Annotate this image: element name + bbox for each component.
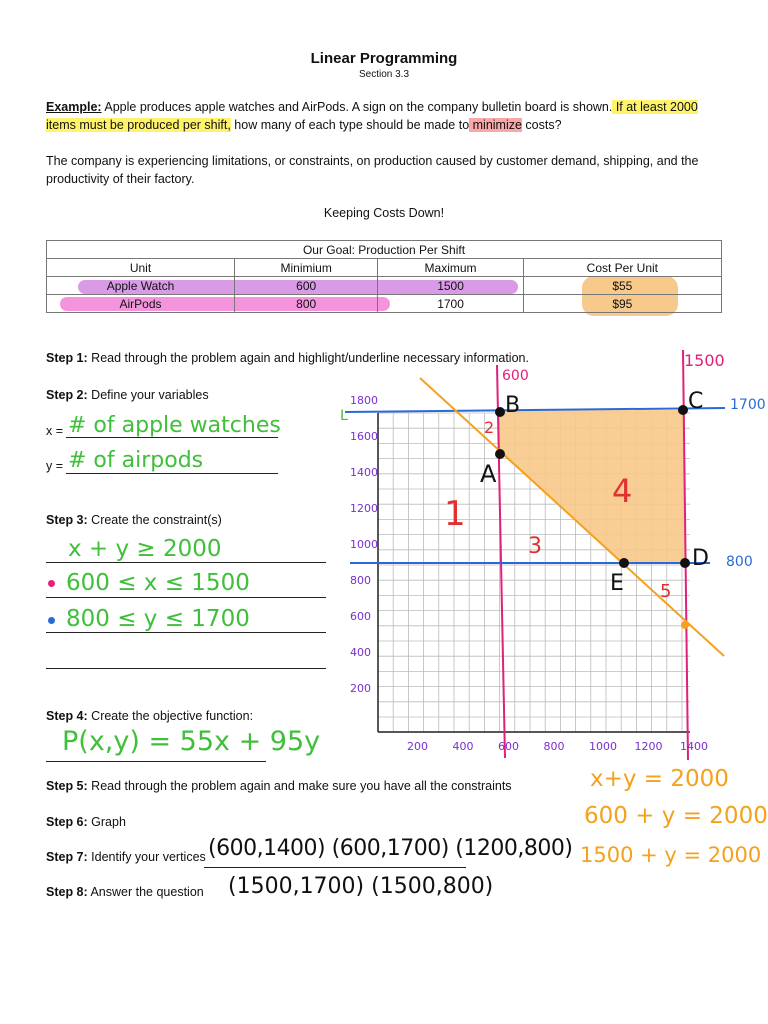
vertices-list-1: (600,1400) (600,1700) (1200,800)	[208, 836, 573, 861]
vertices-list-2: (1500,1700) (1500,800)	[228, 874, 494, 899]
x-tick-label: 800	[543, 740, 565, 753]
table-header: Minimium	[234, 259, 377, 277]
intersection-point	[681, 621, 689, 629]
example-highlight-2: minimize	[469, 118, 522, 132]
x-tick-label: 1400	[680, 740, 708, 753]
step-1: Step 1: Read through the problem again and highlight/underline necessary information.	[46, 351, 529, 365]
vertex-label-a: A	[480, 460, 497, 488]
vertex-label-d: D	[692, 546, 709, 571]
section-label: Section 3.3	[358, 69, 410, 80]
region-label-4: 4	[612, 472, 633, 510]
region-label-3: 3	[528, 534, 542, 559]
x-variable-label: x =	[46, 424, 64, 438]
table-header: Unit	[47, 259, 235, 277]
constraint-2: 600 ≤ x ≤ 1500	[66, 570, 250, 596]
label-1500: 1500	[684, 351, 725, 370]
step-5: Step 5: Read through the problem again and make sure you have all the constraints	[46, 779, 512, 793]
example-text-2: how many of each type should be made to	[230, 118, 470, 132]
y-tick-label: 600	[350, 610, 371, 623]
label-600: 600	[502, 368, 529, 384]
vertex-label-e: E	[610, 571, 624, 596]
equation-3: 1500 + y = 2000	[580, 843, 762, 867]
step-2: Step 2: Define your variables	[46, 388, 209, 402]
table-cell: 1500	[378, 277, 523, 295]
table-header: Maximum	[378, 259, 523, 277]
objective-function: P(x,y) = 55x + 95y	[62, 726, 321, 757]
page-title: Linear Programming	[310, 50, 458, 67]
example-text-3: costs?	[521, 118, 562, 132]
step-8: Step 8: Answer the question	[46, 885, 204, 899]
constraint-1: x + y ≥ 2000	[68, 536, 222, 562]
vertex-d	[680, 558, 690, 568]
step-3: Step 3: Create the constraint(s)	[46, 513, 222, 527]
example-label: Example:	[46, 100, 102, 114]
table-header: Cost Per Unit	[523, 259, 721, 277]
vertex-label-b: B	[505, 393, 521, 418]
step-4: Step 4: Create the objective function:	[46, 709, 254, 723]
y-tick-label: 1600	[350, 430, 378, 443]
x-tick-label: 1200	[634, 740, 663, 753]
x-tick-label: 600	[498, 740, 519, 753]
y-tick-label: 1200	[350, 502, 378, 515]
y-variable-label: y =	[46, 459, 64, 473]
table-cell: 600	[234, 277, 377, 295]
table-cell: 1700	[378, 295, 523, 313]
vertex-a	[495, 449, 505, 459]
region-label-2: 2	[484, 418, 495, 437]
table-cell: Apple Watch	[47, 277, 235, 295]
equation-1: x+y = 2000	[590, 766, 729, 792]
table-cell: AirPods	[47, 295, 235, 313]
constraints-paragraph: The company is experiencing limitations, or constraints, on production caused by customer demand, shipping, and the productivity of their factory.	[46, 154, 699, 186]
x-tick-label: 400	[452, 740, 474, 753]
vertex-c	[678, 405, 688, 415]
x-tick-label: 200	[407, 740, 428, 753]
equation-2: 600 + y = 2000	[584, 803, 768, 829]
vertex-e	[619, 558, 629, 568]
x-tick-label: 1000	[589, 740, 617, 753]
label-800: 800	[726, 554, 753, 570]
region-label-1: 1	[444, 494, 466, 534]
table-cell: $95	[523, 295, 721, 313]
y-tick-label: 1400	[350, 466, 378, 479]
vertex-b	[495, 407, 505, 417]
sign-title: Keeping Costs Down!	[323, 206, 445, 220]
table-cell: 800	[234, 295, 377, 313]
y-tick-label: 1000	[350, 538, 378, 551]
step-7: Step 7: Identify your vertices	[46, 850, 206, 864]
vertex-label-c: C	[688, 389, 704, 414]
y-tick-label: 1800	[350, 394, 378, 407]
y-variable-definition: # of airpods	[68, 448, 204, 473]
y-tick-label: 400	[350, 646, 371, 659]
region-label-5: 5	[660, 581, 672, 602]
table-caption: Our Goal: Production Per Shift	[47, 241, 722, 259]
constraint-3: 800 ≤ y ≤ 1700	[66, 606, 250, 632]
example-highlight-1: If at least 2000 items must be produced per shift,	[46, 100, 698, 132]
table-cell: $55	[523, 277, 721, 295]
y-tick-label: 800	[350, 574, 371, 587]
label-1700: 1700	[730, 397, 766, 413]
example-text-1: Apple produces apple watches and AirPods. A sign on the company bulletin board is shown.	[101, 100, 613, 114]
label-l: L	[340, 408, 348, 424]
step-6: Step 6: Graph	[46, 815, 126, 829]
y-tick-label: 200	[350, 682, 371, 695]
x-variable-definition: # of apple watches	[68, 413, 281, 438]
